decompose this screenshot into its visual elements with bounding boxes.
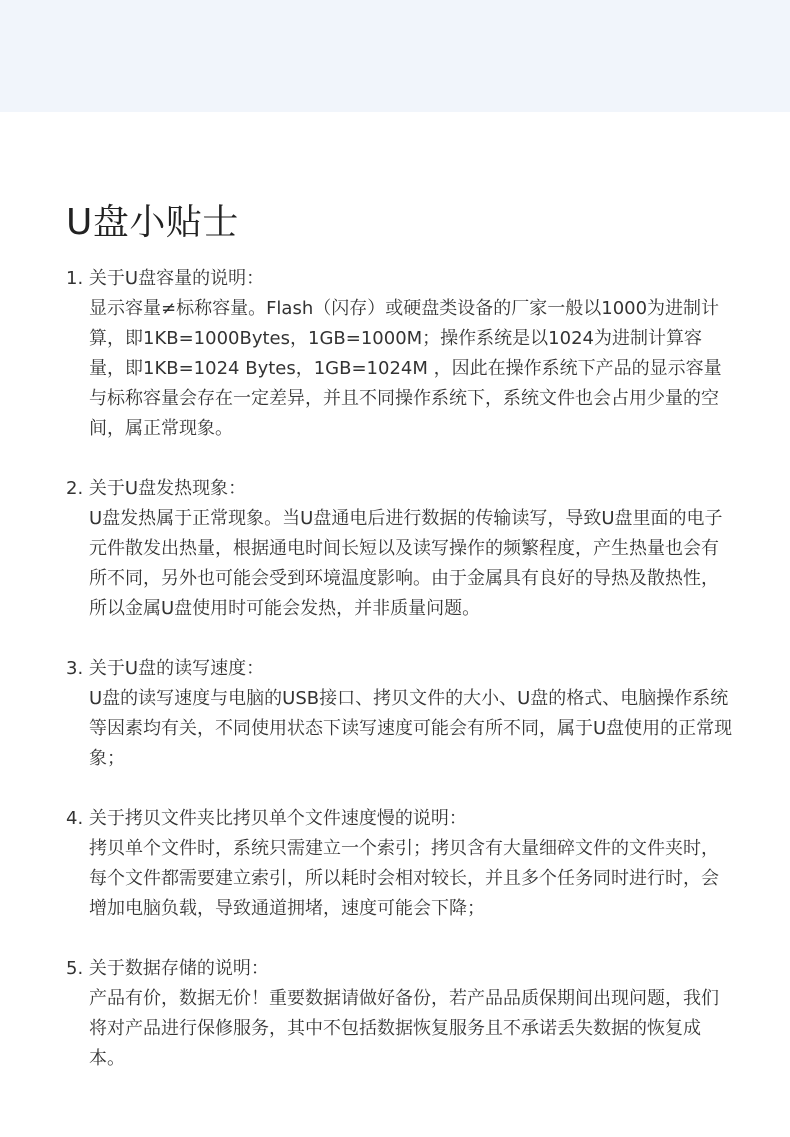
tip-body: 拷贝单个文件时，系统只需建立一个索引；拷贝含有大量细碎文件的文件夹时，每个文件都需要建立索引，所以耗时会相对较长，并且多个任务同时进行时，会增加电脑负载，导致通道拥堵，速度可能会下降； bbox=[89, 838, 719, 919]
tip-speed bbox=[66, 654, 736, 774]
tip-heading: 5. 关于数据存储的说明： bbox=[66, 958, 269, 979]
tip-body: 产品有价，数据无价！重要数据请做好备份，若产品品质保期间出现问题，我们将对产品进行保修服务，其中不包括数据恢复服务且不承诺丢失数据的恢复成本。 bbox=[89, 988, 719, 1069]
tip-heading: 3. 关于U盘的读写速度： bbox=[66, 658, 265, 679]
tip-capacity bbox=[66, 264, 736, 444]
header-band bbox=[0, 0, 790, 112]
tip-heading: 1. 关于U盘容量的说明： bbox=[66, 268, 265, 289]
tip-data-storage bbox=[66, 954, 736, 1074]
tip-heading: 4. 关于拷贝文件夹比拷贝单个文件速度慢的说明： bbox=[66, 808, 467, 829]
tip-body: U盘的读写速度与电脑的USB接口、拷贝文件的大小、U盘的格式、电脑操作系统等因素均有关，不同使用状态下读写速度可能会有所不同，属于U盘使用的正常现象； bbox=[89, 688, 733, 769]
tip-copy-folder bbox=[66, 804, 736, 924]
tip-body: U盘发热属于正常现象。当U盘通电后进行数据的传输读写，导致U盘里面的电子元件散发出热量，根据通电时间长短以及读写操作的频繁程度，产生热量也会有所不同，另外也可能会受到环境温度影响。由于金属具有良好的导热及散热性， 所以金属U盘使用时可能会发热，并非质量问题。 bbox=[89, 508, 723, 619]
page-title: U盘小贴士 bbox=[66, 202, 239, 243]
tip-heading: 2. 关于U盘发热现象： bbox=[66, 478, 247, 499]
tips-list bbox=[66, 264, 736, 1074]
tip-body: 显示容量≠标称容量。Flash（闪存）或硬盘类设备的厂家一般以1000为进制计算，即1KB=1000Bytes，1GB=1000M；操作系统是以1024为进制计算容量，即1KB=1024 Bytes，1GB=1024M ，因此在操作系统下产品的显示容量与标称容量会存在一定差异，并且不同操作系统下，系统文件也会占用少量的空间，属正常现象。 bbox=[89, 298, 722, 439]
tip-heating bbox=[66, 474, 736, 624]
